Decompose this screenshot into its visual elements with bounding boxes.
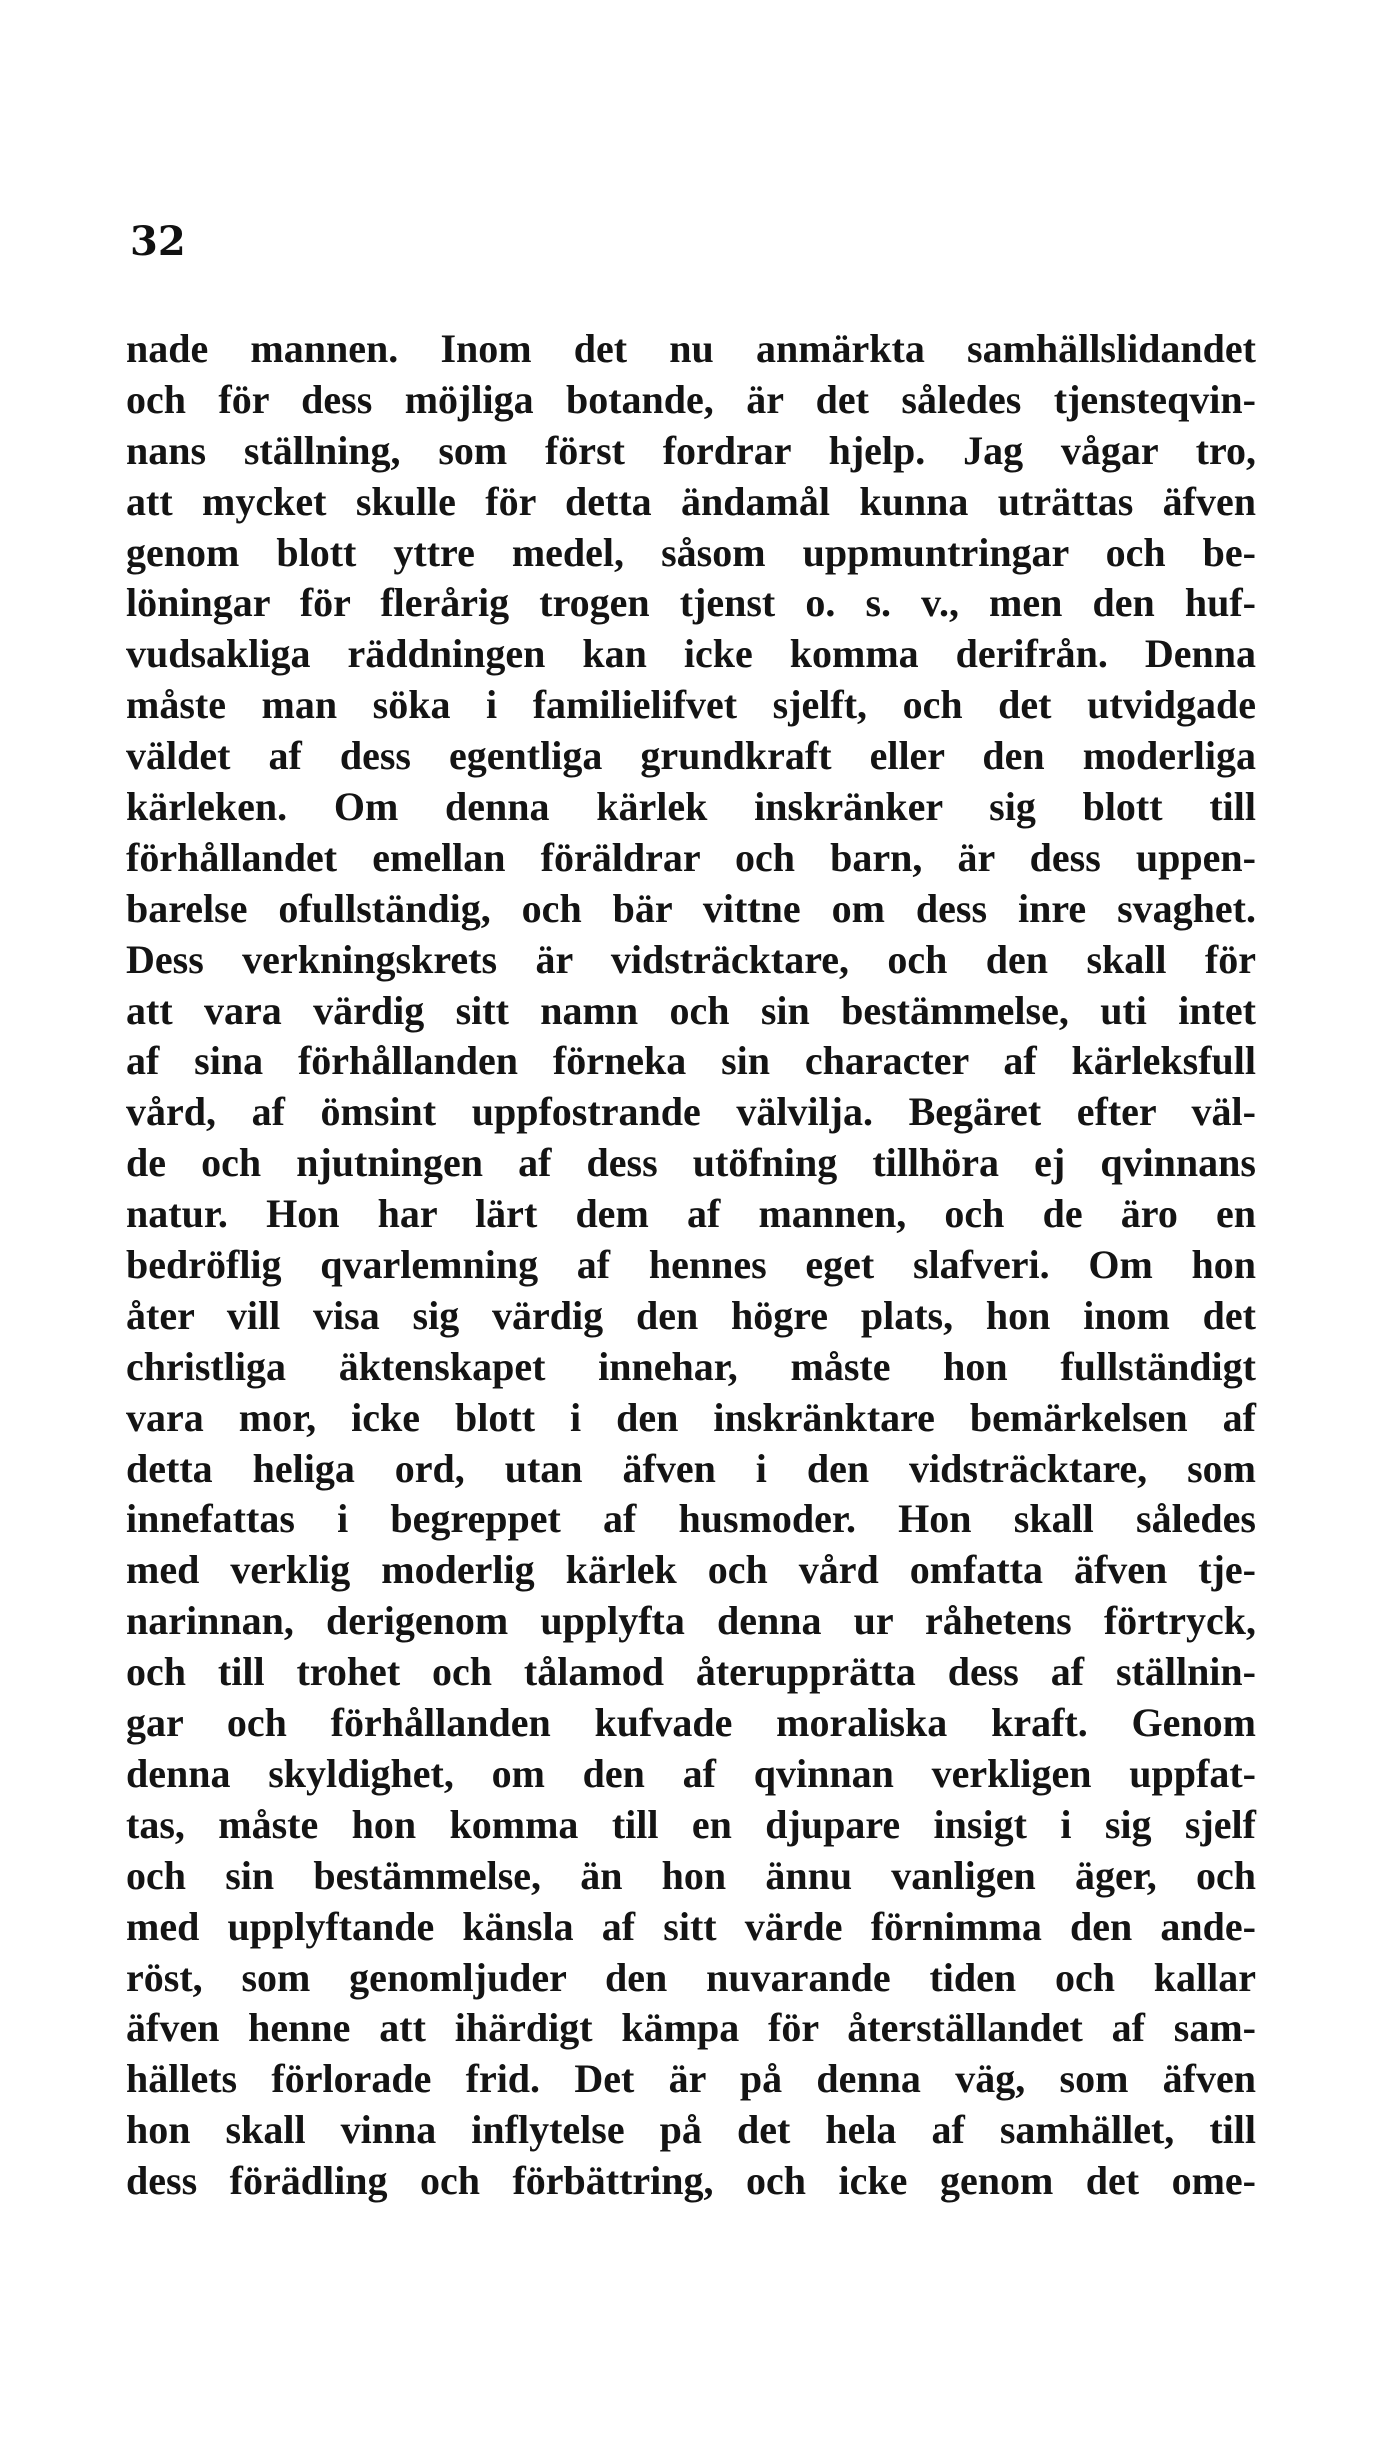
text-line: tas, måste hon komma till en djupare insigt i sig sjelf <box>126 1801 1256 1847</box>
text-line: hällets förlorade frid. Det är på denna väg, som äfven <box>126 2056 1256 2102</box>
text-line: nade mannen. Inom det nu anmärkta samhällslidandet <box>126 326 1256 371</box>
text-line: med verklig moderlig kärlek och vård omfatta äfven tje- <box>126 1547 1256 1593</box>
text-line: barelse ofullständig, och bär vittne om dess inre svaghet. <box>126 885 1256 931</box>
text-line: kärleken. Om denna kärlek inskränker sig blott till <box>126 784 1256 830</box>
text-line: detta heliga ord, utan äfven i den vidsträcktare, som <box>126 1445 1256 1491</box>
text-line: och för dess möjliga botande, är det således tjensteqvin- <box>126 376 1256 422</box>
text-line: dess förädling och förbättring, och icke genom det ome- <box>126 2158 1256 2204</box>
text-line: vudsakliga räddningen kan icke komma derifrån. Denna <box>126 631 1256 677</box>
text-line: hon skall vinna inflytelse på det hela af samhället, till <box>126 2107 1256 2153</box>
text-line: bedröflig qvarlemning af hennes eget slafveri. Om hon <box>126 1242 1256 1288</box>
text-line: och till trohet och tålamod återupprätta dess af ställnin- <box>126 1649 1256 1695</box>
text-line: förhållandet emellan föräldrar och barn, är dess uppen- <box>126 834 1256 880</box>
body-text <box>126 324 1256 2207</box>
text-line: christliga äktenskapet innehar, måste hon fullständigt <box>126 1343 1256 1389</box>
text-line: natur. Hon har lärt dem af mannen, och de äro en <box>126 1191 1256 1237</box>
text-line: och sin bestämmelse, än hon ännu vanligen äger, och <box>126 1852 1256 1898</box>
text-line: löningar för flerårig trogen tjenst o. s. v., men den huf- <box>126 580 1256 626</box>
text-line: vård, af ömsint uppfostrande välvilja. Begäret efter väl- <box>126 1089 1256 1135</box>
text-line: denna skyldighet, om den af qvinnan verkligen uppfat- <box>126 1750 1256 1796</box>
text-line: med upplyftande känsla af sitt värde förnimma den ande- <box>126 1903 1256 1949</box>
text-line: af sina förhållanden förneka sin character af kärleksfull <box>126 1038 1256 1084</box>
page-number: 32 <box>130 218 186 265</box>
text-line: väldet af dess egentliga grundkraft eller den moderliga <box>126 733 1256 779</box>
text-line: äfven henne att ihärdigt kämpa för återställandet af sam- <box>126 2005 1256 2051</box>
text-line: narinnan, derigenom upplyfta denna ur råhetens förtryck, <box>126 1598 1256 1644</box>
text-line: de och njutningen af dess utöfning tillhöra ej qvinnans <box>126 1140 1256 1186</box>
text-line: måste man söka i familielifvet sjelft, och det utvidgade <box>126 682 1256 728</box>
text-line: vara mor, icke blott i den inskränktare bemärkelsen af <box>126 1394 1256 1440</box>
text-line: innefattas i begreppet af husmoder. Hon skall således <box>126 1496 1256 1542</box>
text-line: gar och förhållanden kufvade moraliska kraft. Genom <box>126 1700 1256 1746</box>
text-line: nans ställning, som först fordrar hjelp. Jag vågar tro, <box>126 427 1256 473</box>
text-line: att mycket skulle för detta ändamål kunna uträttas äfven <box>126 478 1256 524</box>
text-line: att vara värdig sitt namn och sin bestämmelse, uti intet <box>126 987 1256 1033</box>
text-line: Dess verkningskrets är vidsträcktare, och den skall för <box>126 936 1256 982</box>
text-line: genom blott yttre medel, såsom uppmuntringar och be- <box>126 529 1256 575</box>
text-line: röst, som genomljuder den nuvarande tiden och kallar <box>126 1954 1256 2000</box>
text-line: åter vill visa sig värdig den högre plats, hon inom det <box>126 1292 1256 1338</box>
